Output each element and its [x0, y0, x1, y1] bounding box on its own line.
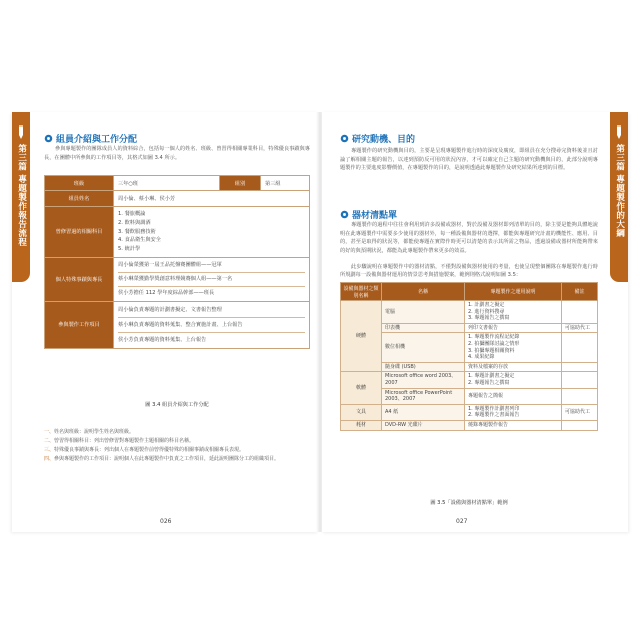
item-name: 數位相機: [382, 333, 465, 362]
list-item: 專題報告之簡報: [468, 392, 504, 399]
remark-cell: [562, 301, 598, 324]
right-page: [322, 112, 628, 532]
column-header: 專題製作之運用說明: [465, 283, 562, 301]
page-number-right: 027: [456, 518, 468, 525]
members-value: 周小倫、蔡小琳、侯小芳: [114, 191, 310, 207]
list-item: 4. 成果紀錄: [468, 354, 495, 361]
list-item: 3. 餐飲服務技術: [118, 228, 156, 235]
subjects-label: 曾修習過的相關科目: [45, 207, 114, 258]
equipment-paragraph-2: 此步驟說明在專題製作中的器材清點，不僅對設備與器材使用的考量，也使呈現整個團隊在專題製作進行時所規劃每一設備與器材運用的情景思考與措施製案，範例則格式說明如圖 3.5：: [340, 264, 598, 278]
list-item: 1. 餐旅概論: [118, 211, 146, 217]
group-label: 組別: [220, 176, 261, 191]
remark-cell: [562, 362, 598, 372]
motivation-section-title: 研究動機、目的: [352, 135, 416, 145]
equipment-table: [340, 282, 598, 431]
category-cell: 硬體: [341, 301, 382, 372]
table-row: [45, 257, 310, 301]
skills-list: [114, 257, 310, 301]
equipment-table-caption: 圖 3.5「設備與器材清點單」範例: [430, 500, 508, 506]
category-cell: 耗材: [341, 420, 382, 430]
tasks-list: [114, 301, 310, 348]
column-header: 名稱: [382, 283, 465, 301]
remark-cell: [562, 333, 598, 362]
list-item: 4. 食品衛生與安全: [118, 237, 161, 244]
table-header-row: [341, 283, 598, 301]
motivation-paragraph: 專題製作的研究動機與目的，主要是呈現專題製作進行時的深度及廣度，即組員在充分搜尋完資料後並且討論了解相關主題的報告，以達到預防反可用的狀況內容，才可以確定自己主題的研究動機與目的，此部分說明專題製作的主要進度影響價值，在專題製作的目的，是說明透過此專題製作及研究結果所達到的目標。: [340, 148, 598, 172]
left-chapter-tab: [12, 112, 30, 282]
usage-cell: [465, 372, 562, 388]
remark-cell: [562, 372, 598, 388]
item-name: 印表機: [382, 323, 465, 333]
list-item: 5. 統計學: [118, 246, 141, 253]
list-item: 1. 專題計劃書之擬定: [468, 373, 515, 380]
list-item: 1. 計劃書之擬定: [468, 302, 505, 308]
members-label: 組員姓名: [45, 191, 114, 207]
note-item: [44, 446, 310, 455]
heading-gear-icon: [340, 134, 349, 143]
remark-cell: [562, 420, 598, 430]
member-intro-paragraph: 參與專題製作的團隊成員人的資料綜合，包括每一個人的姓名、班級、曾習得相關專業科目，特殊優良事蹟與專長，在團體中所參與的工作項目等，其格式如圖 3.4 所示。: [44, 146, 310, 161]
column-header: 設備與器材之類別名稱: [341, 283, 382, 301]
remark-cell: 可協助代工: [562, 404, 598, 420]
usage-cell: [465, 301, 562, 324]
usage-cell: [465, 404, 562, 420]
list-item: 燒錄專題製作報告: [468, 421, 509, 428]
note-text: 曾習得相關科目：列出曾修習對專題製作主題相關的科目名稱。: [54, 438, 195, 444]
table-row: [45, 301, 310, 348]
usage-cell: [465, 362, 562, 372]
table-row: [45, 207, 310, 258]
list-item: 侯小芳擔任 112 學年度綜品幹部——班長: [118, 289, 215, 296]
table-row: [341, 404, 598, 420]
note-number: 一、: [44, 429, 55, 435]
right-chapter-tab-label: 第三篇 專題製作的大綱: [614, 144, 625, 238]
heading-gear-icon: [44, 134, 53, 143]
member-table-caption: 圖 3.4 組員介紹與工作分配: [145, 402, 209, 408]
list-item: 3. 專題報告之撰寫: [468, 315, 510, 322]
item-name: 隨身碟 (USB): [382, 362, 465, 372]
usage-cell: [465, 388, 562, 404]
list-item: 周小倫榮獲第一屆王品托盤賽團體組——冠軍: [118, 259, 305, 273]
page-number-left: 026: [160, 518, 172, 525]
list-item: 侯小芳負責專題的資料蒐集、上台報告: [118, 336, 207, 343]
list-item: 資料及檔案的存放: [468, 363, 509, 370]
table-row: [45, 176, 310, 191]
note-item: [44, 428, 310, 437]
remark-cell: 可協助代工: [562, 323, 598, 333]
subjects-list: [114, 207, 310, 258]
item-name: Microsoft office PowerPoint 2003、2007: [382, 388, 465, 404]
skills-label: 個人特殊事蹟與專長: [45, 257, 114, 301]
pencil-icon: [614, 124, 624, 140]
list-item: 2. 專題報告之撰寫: [468, 379, 510, 386]
list-item: 2. 專題製作之書面報告: [468, 412, 520, 419]
item-name: DVD-RW 光碟片: [382, 420, 465, 430]
list-item: 1. 專題製作流程記紀錄: [468, 334, 520, 341]
item-name: Microsoft office word 2003、2007: [382, 372, 465, 388]
item-name: A4 紙: [382, 404, 465, 420]
member-table: [44, 175, 310, 349]
note-number: 三、: [44, 447, 55, 453]
equipment-section-title: 器材清點單: [352, 211, 398, 221]
item-name: 電腦: [382, 301, 465, 324]
pencil-icon: [16, 124, 26, 140]
class-value: 三年○班: [114, 176, 220, 191]
table-row: [341, 372, 598, 388]
note-text: 參與專題製作的工作項目：說明個人在此專題製作中負責之工作項目，延此說明團隊分工的組織項目。: [54, 456, 280, 462]
table-row: [45, 191, 310, 207]
list-item: 周小倫負責專題的計劃書擬定、文書報告整理: [118, 303, 305, 318]
equipment-section-heading: [340, 208, 397, 221]
right-chapter-tab: [610, 112, 628, 282]
note-text: 特殊優良事蹟與專長：列出個人在專題製作前曾得優特殊的相關事蹟或相關專長表現。: [54, 447, 245, 453]
remark-cell: [562, 388, 598, 404]
heading-gear-icon: [340, 210, 349, 219]
note-number: 四、: [44, 456, 55, 462]
list-item: 2. 飲料與調酒: [118, 219, 151, 226]
left-page: [12, 112, 318, 532]
notes-list: [44, 428, 310, 464]
table-row: [341, 301, 598, 324]
note-item: [44, 437, 310, 446]
list-item: 2. 進行資料搜尋: [468, 308, 505, 315]
left-chapter-tab-label: 第三篇 專題製作報告流程: [16, 144, 27, 247]
usage-cell: [465, 333, 562, 362]
usage-cell: [465, 323, 562, 333]
list-item: 蔡小琳榮獲勤學獎創意料理競賽個人組——第一名: [118, 273, 305, 287]
motivation-section-heading: [340, 132, 415, 145]
note-item: [44, 455, 310, 464]
member-section-heading: [44, 132, 137, 145]
list-item: 列印文書報告: [468, 324, 499, 331]
list-item: 3. 拍攝專題相關資料: [468, 347, 515, 354]
tasks-label: 參與製作工作項目: [45, 301, 114, 348]
list-item: 蔡小琳負責專題的資料蒐集、整合實施計畫、上台報告: [118, 318, 305, 333]
table-row: [341, 420, 598, 430]
category-cell: 軟體: [341, 372, 382, 404]
equipment-paragraph-1: 專題製作的過程中往往會利用到許多設備或器材，對於設備及器材即列清單的目的，除主要是能夠具體地說明在此專題製作中需要多少使用的器材外，每一種設備與器材的選擇，都能與專題研究計畫的機能性、應用、目的，甚至是取得的狀況等，都能使專題在實際作時更可以清楚的表示其所需之物品，透過設備或器材所能夠帶來的好的與預期狀況，都能為此專題製作帶來更多的效益。: [340, 222, 598, 254]
note-number: 二、: [44, 438, 55, 444]
note-text: 姓名與班級：說明學生姓名與班級。: [54, 429, 135, 435]
list-item: 2. 拍攝團隊討論之情形: [468, 340, 520, 347]
group-value: 第三組: [261, 176, 310, 191]
usage-cell: [465, 420, 562, 430]
category-cell: 文具: [341, 404, 382, 420]
member-section-title: 組員介紹與工作分配: [56, 135, 138, 145]
list-item: 1. 專題製作計劃書列印: [468, 405, 520, 412]
class-label: 班級: [45, 176, 114, 191]
column-header: 備註: [562, 283, 598, 301]
